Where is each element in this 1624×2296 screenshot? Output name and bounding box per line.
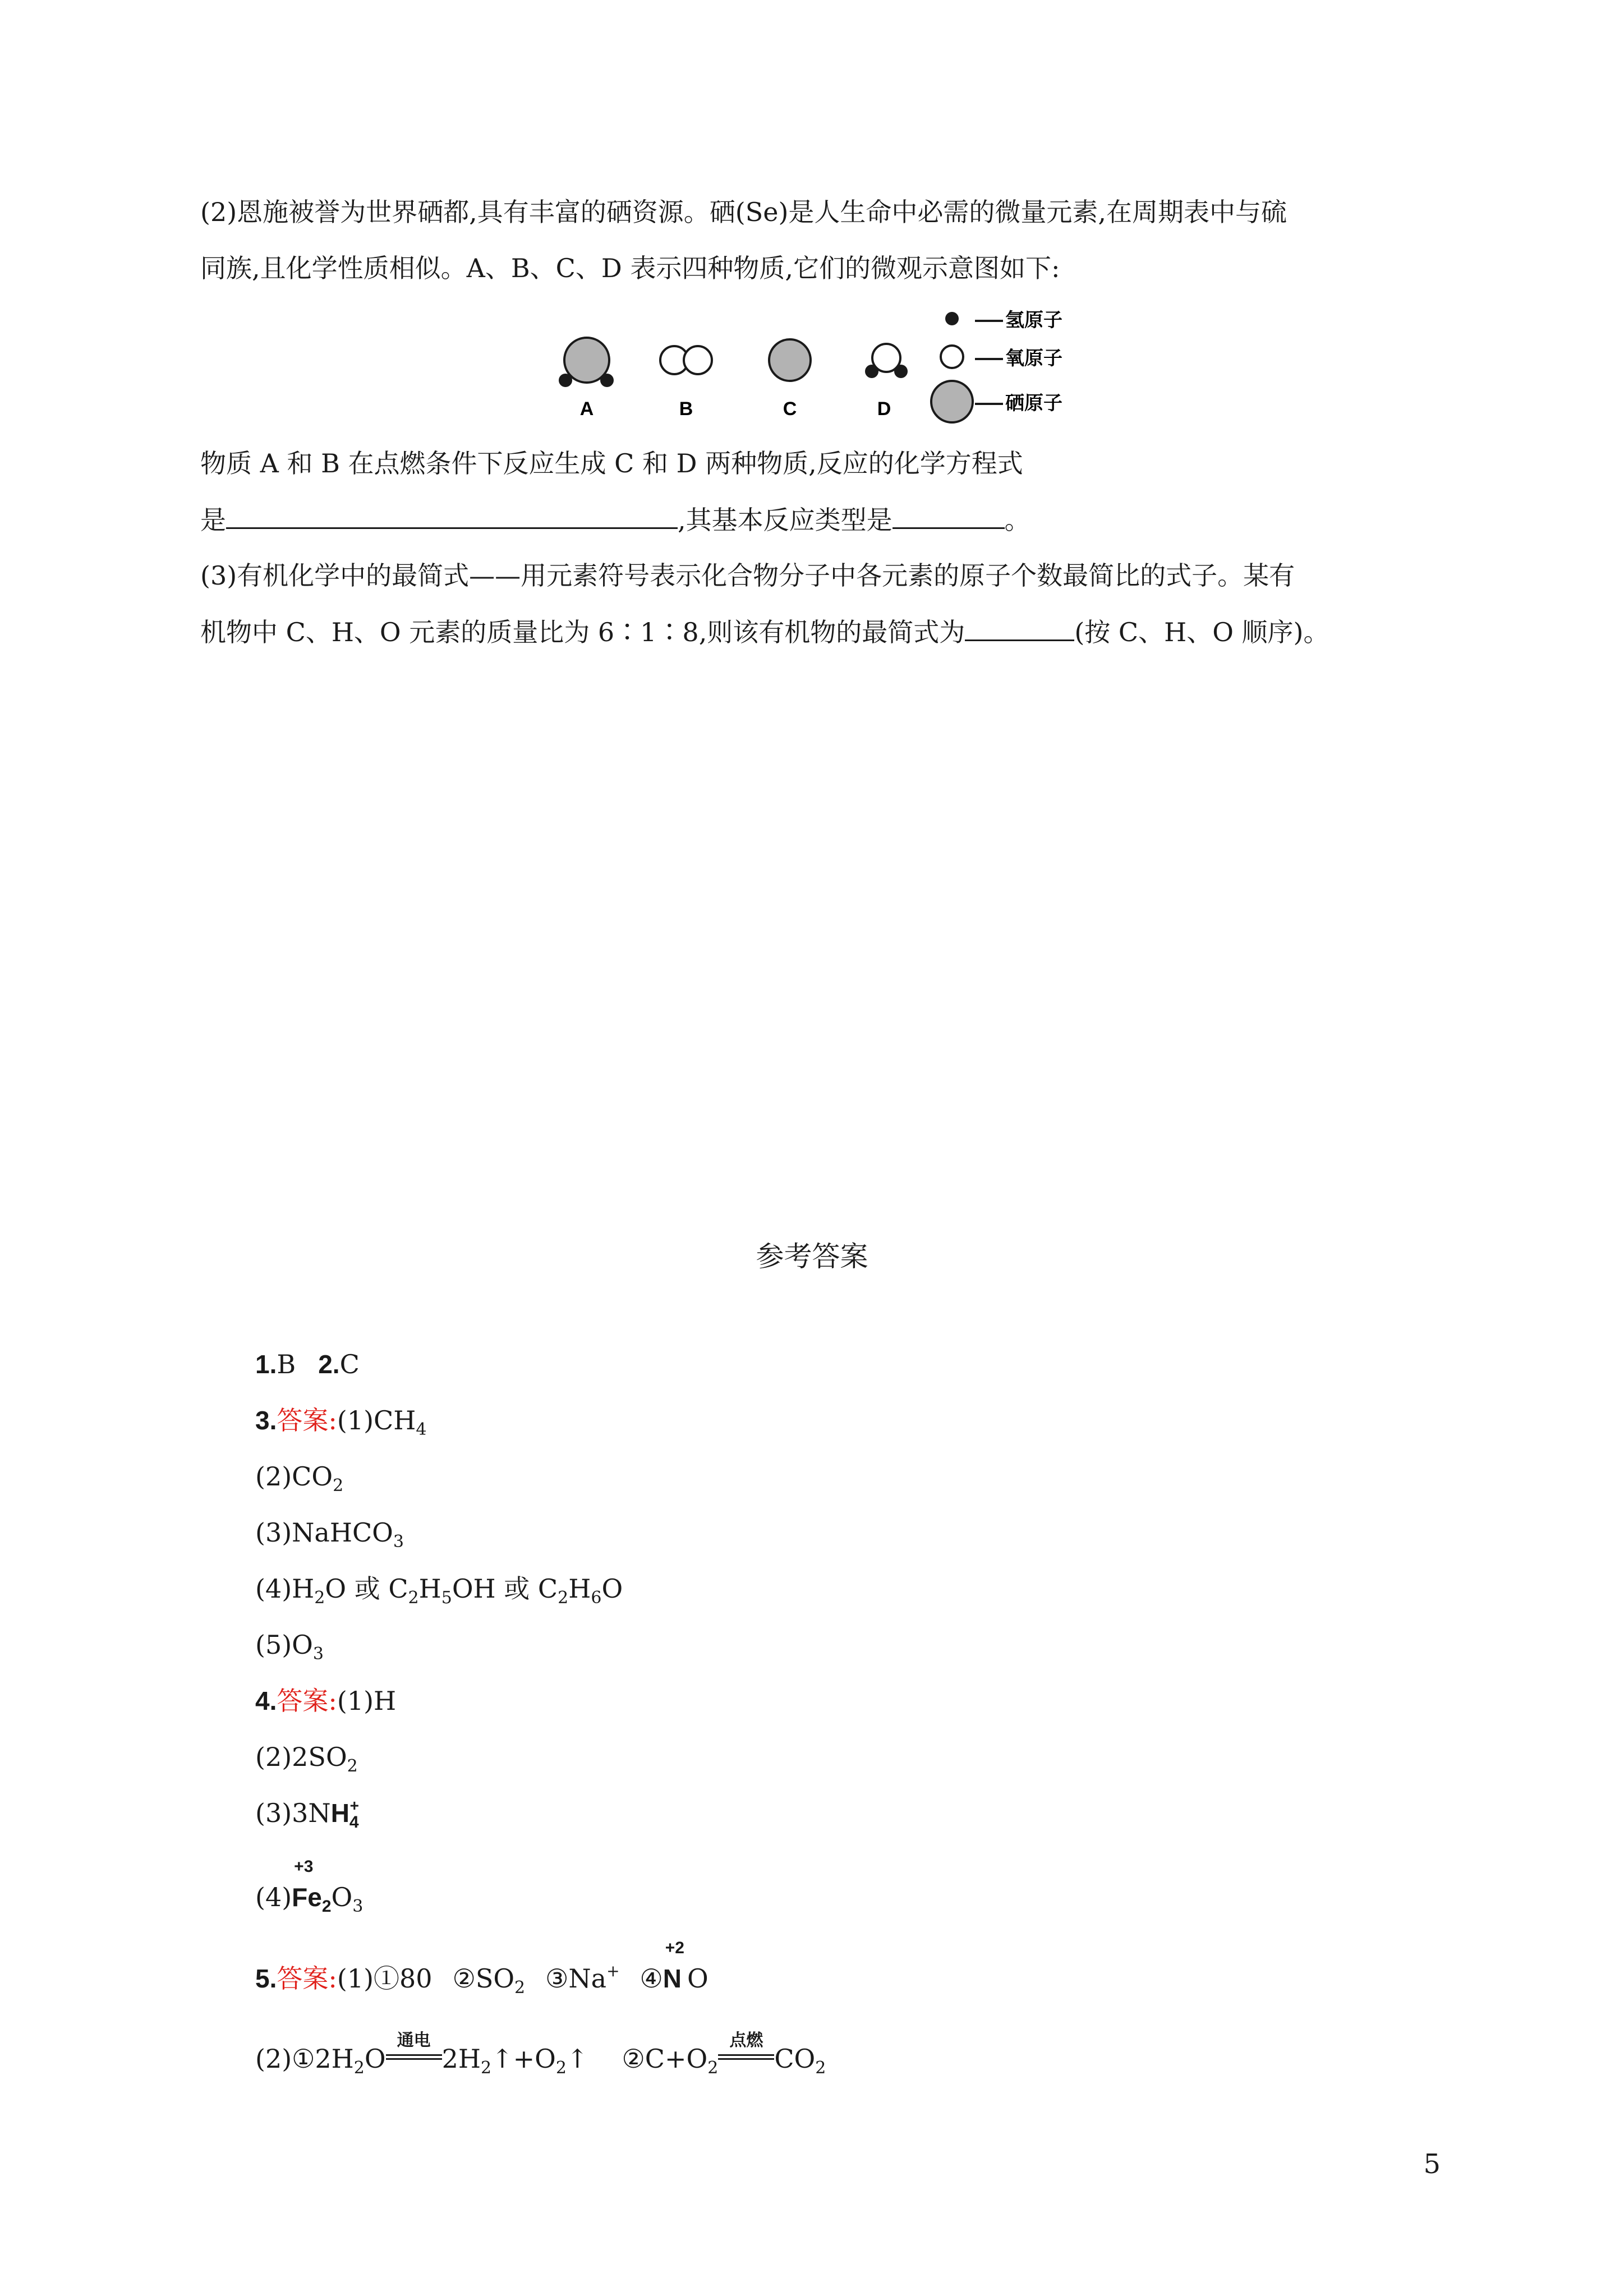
answer-5-1: 5.答案:(1)①80 $②SO_2$ ③Na+ ④ +2 N O	[255, 1939, 709, 1998]
molecule-b	[660, 346, 712, 420]
reaction-type-blank[interactable]	[892, 503, 1005, 529]
legend-oxygen-icon	[941, 346, 963, 368]
q3-line-1: (3)有机化学中的最简式——用元素符号表示化合物分子中各元素的原子个数最简比的式子。某有	[200, 560, 1295, 591]
q2-line-3: 物质 A 和 B 在点燃条件下反应生成 C 和 D 两种物质,反应的化学方程式	[200, 448, 1023, 478]
condition-electrolysis: 通电	[386, 2046, 442, 2068]
answer-3-1: 3.答案$:(1)CH_4$	[255, 1405, 427, 1439]
legend-selenium: 硒原子	[1005, 393, 1062, 414]
q2-line-2: 同族,且化学性质相似。A、B、C、D 表示四种物质,它们的微观示意图如下:	[200, 253, 1060, 283]
legend-selenium-icon	[931, 381, 973, 422]
answer-4-1: 4.答案:(1)H	[255, 1686, 397, 1716]
label-b: B	[679, 398, 693, 420]
label-c: C	[783, 398, 797, 420]
answer-3-3: (3)NaHCO$_3$	[255, 1517, 404, 1552]
answer-5-2: $(2)①2H_2O$ 通电 $2H_2↑+O_2↑$ $②C+O_2$ 点燃 $CO_2$	[255, 2031, 826, 2078]
answer-4-2: $(2)2SO_2$	[255, 1742, 358, 1776]
page-number: 5	[1423, 2148, 1441, 2180]
legend-hydrogen: 氢原子	[1005, 310, 1062, 331]
answer-1-2: 1.B 2.C	[255, 1349, 360, 1379]
condition-ignite: 点燃	[718, 2046, 774, 2068]
answer-3-4: $(4)H_2O$ 或 $C_2H_5OH$ 或 $C_2H_6O$	[255, 1573, 623, 1608]
answer-4-3: $(3)3NH_4^+$	[255, 1797, 359, 1832]
molecule-d	[865, 344, 908, 420]
molecule-diagram	[550, 297, 1088, 426]
q2-line-1: (2)恩施被誉为世界硒都,具有丰富的硒资源。硒(Se)是人生命中必需的微量元素,在周期表中与硫	[200, 197, 1287, 227]
legend-hydrogen-icon	[945, 312, 959, 325]
equation-blank[interactable]	[226, 503, 678, 529]
label-d: D	[877, 398, 891, 420]
legend	[931, 310, 1062, 422]
label-a: A	[579, 398, 594, 420]
molecule-a	[559, 338, 614, 420]
answer-3-2: $(2)CO_2$	[255, 1461, 344, 1496]
answer-4-4: (4) +3 $Fe_2O_3$	[255, 1857, 364, 1916]
formula-blank[interactable]	[965, 615, 1074, 641]
q3-line-2: 机物中 C、H、O 元素的质量比为 6∶1∶8,则该有机物的最简式为 (按 C、H、O 顺序)。	[200, 615, 1329, 649]
answer-3-5: $(5)O_3$	[255, 1630, 324, 1664]
q2-line-4: 是 ,其基本反应类型是 。	[200, 503, 1030, 537]
legend-oxygen: 氧原子	[1005, 348, 1062, 369]
molecule-c	[769, 339, 811, 420]
answers-title: 参考答案	[756, 1240, 868, 1273]
